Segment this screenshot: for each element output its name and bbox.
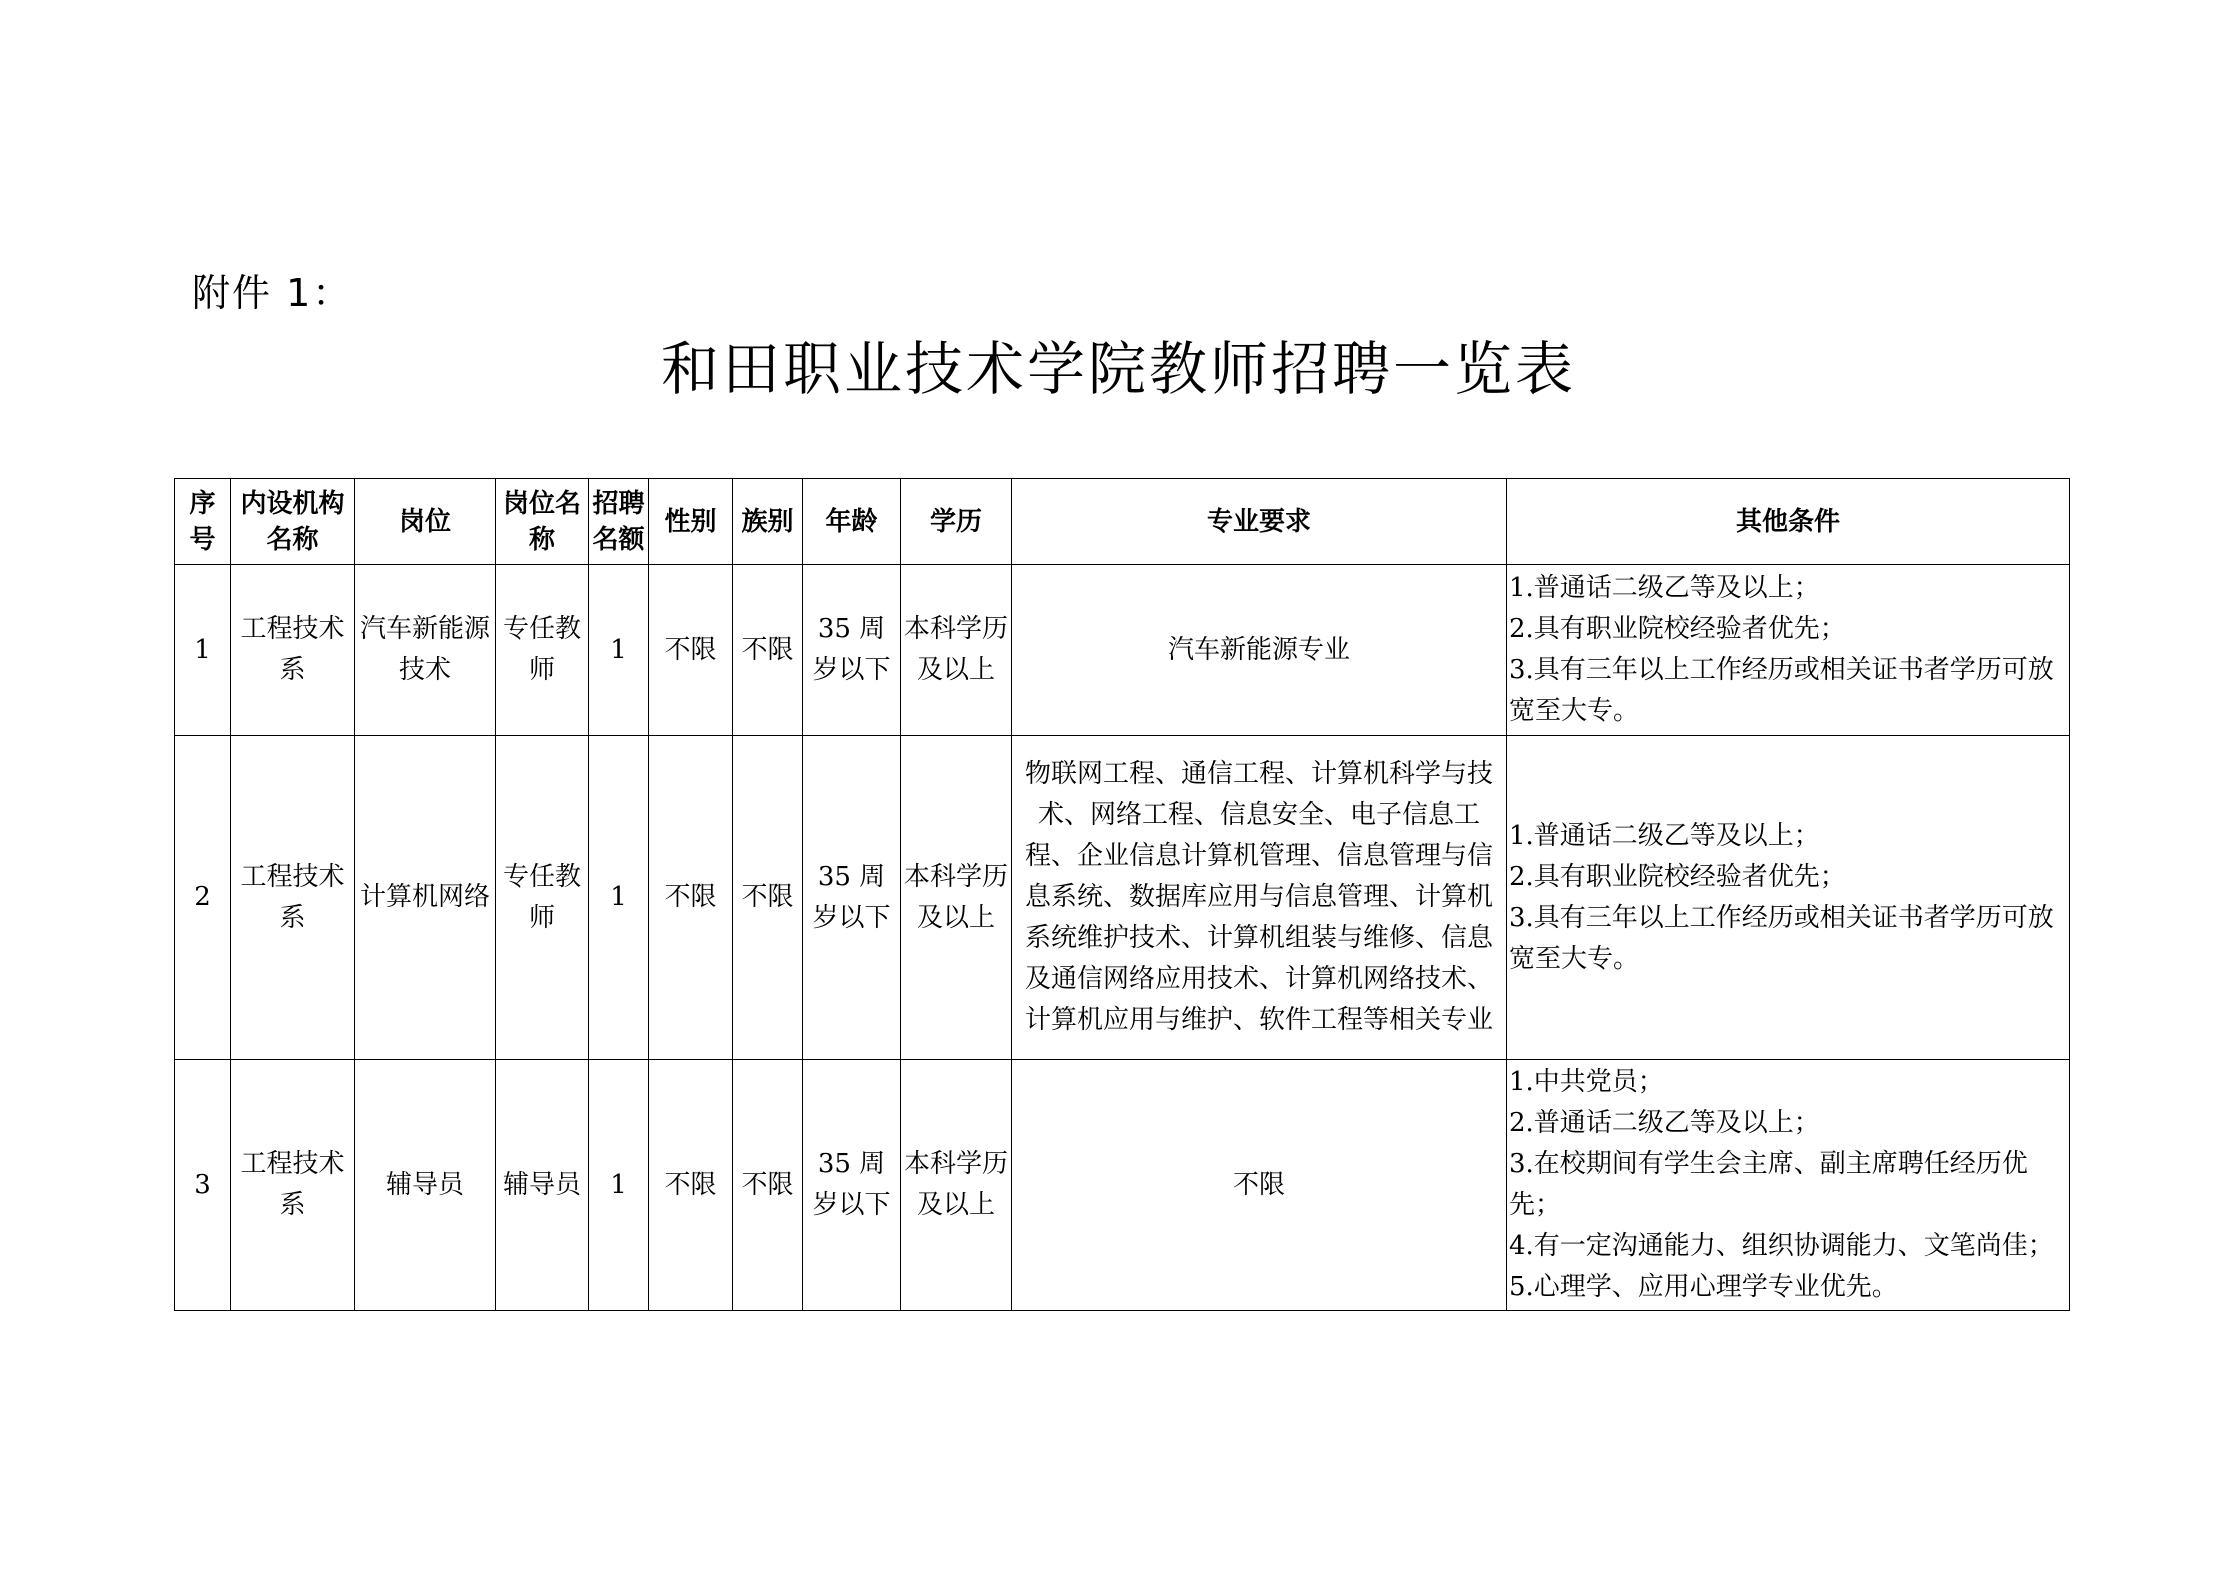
page-title: 和田职业技术学院教师招聘一览表 [660,335,1576,403]
cell-ethnicity: 不限 [733,565,803,736]
cell-age: 35 周岁以下 [803,1060,901,1311]
condition-item: 1.普通话二级乙等及以上； [1509,573,1820,603]
cell-major: 不限 [1012,1060,1507,1311]
cell-ethnicity: 不限 [733,1060,803,1311]
cell-quota: 1 [589,565,649,736]
cell-post-name: 专任教师 [496,736,589,1060]
cell-quota: 1 [589,1060,649,1311]
cell-no: 2 [175,736,231,1060]
condition-item: 2.具有职业院校经验者优先； [1509,614,1846,644]
cell-no: 3 [175,1060,231,1311]
table-row [175,736,2070,1060]
cell-ethnicity: 不限 [733,736,803,1060]
condition-item: 1.普通话二级乙等及以上； [1509,820,1820,851]
attachment-label: 附件 1： [192,271,353,315]
condition-item: 2.普通话二级乙等及以上； [1509,1108,1820,1138]
cell-post-name: 专任教师 [496,565,589,736]
cell-gender: 不限 [649,565,733,736]
cell-gender: 不限 [649,736,733,1060]
cell-conditions [1507,736,2070,1060]
header-post-name: 岗位名称 [496,479,589,565]
cell-post-name: 辅导员 [496,1060,589,1311]
cell-major: 汽车新能源专业 [1012,565,1507,736]
cell-dept: 工程技术系 [231,565,355,736]
header-conditions: 其他条件 [1507,479,2070,565]
table-header-row [175,479,2070,565]
condition-item: 3.具有三年以上工作经历或相关证书者学历可放宽至大专。 [1509,655,2054,726]
header-education: 学历 [901,479,1012,565]
header-no: 序号 [175,479,231,565]
cell-conditions [1507,1060,2070,1311]
cell-post: 计算机网络 [355,736,496,1060]
cell-education: 本科学历及以上 [901,736,1012,1060]
cell-quota: 1 [589,736,649,1060]
cell-gender: 不限 [649,1060,733,1311]
cell-age: 35 周岁以下 [803,565,901,736]
condition-item: 3.在校期间有学生会主席、副主席聘任经历优先； [1509,1149,2028,1220]
cell-dept: 工程技术系 [231,736,355,1060]
condition-item: 5.心理学、应用心理学专业优先。 [1509,1272,1898,1302]
condition-item: 1.中共党员； [1509,1067,1664,1097]
table-row [175,1060,2070,1311]
cell-dept: 工程技术系 [231,1060,355,1311]
recruitment-table [174,478,2070,1311]
cell-education: 本科学历及以上 [901,1060,1012,1311]
header-major: 专业要求 [1012,479,1507,565]
header-age: 年龄 [803,479,901,565]
table-row [175,565,2070,736]
cell-education: 本科学历及以上 [901,565,1012,736]
cell-post: 辅导员 [355,1060,496,1311]
header-ethnicity: 族别 [733,479,803,565]
cell-conditions [1507,565,2070,736]
cell-no: 1 [175,565,231,736]
header-post: 岗位 [355,479,496,565]
condition-item: 4.有一定沟通能力、组织协调能力、文笔尚佳； [1509,1231,2054,1261]
condition-item: 2.具有职业院校经验者优先； [1509,861,1846,892]
header-dept: 内设机构名称 [231,479,355,565]
header-gender: 性别 [649,479,733,565]
cell-major: 物联网工程、通信工程、计算机科学与技术、网络工程、信息安全、电子信息工程、企业信息计算机管理、信息管理与信息系统、数据库应用与信息管理、计算机系统维护技术、计算机组装与维修、信息及通信网络应用技术、计算机网络技术、计算机应用与维护、软件工程等相关专业 [1012,736,1507,1060]
header-quota: 招聘名额 [589,479,649,565]
condition-item: 3.具有三年以上工作经历或相关证书者学历可放宽至大专。 [1509,902,2054,974]
cell-age: 35 周岁以下 [803,736,901,1060]
cell-post: 汽车新能源技术 [355,565,496,736]
